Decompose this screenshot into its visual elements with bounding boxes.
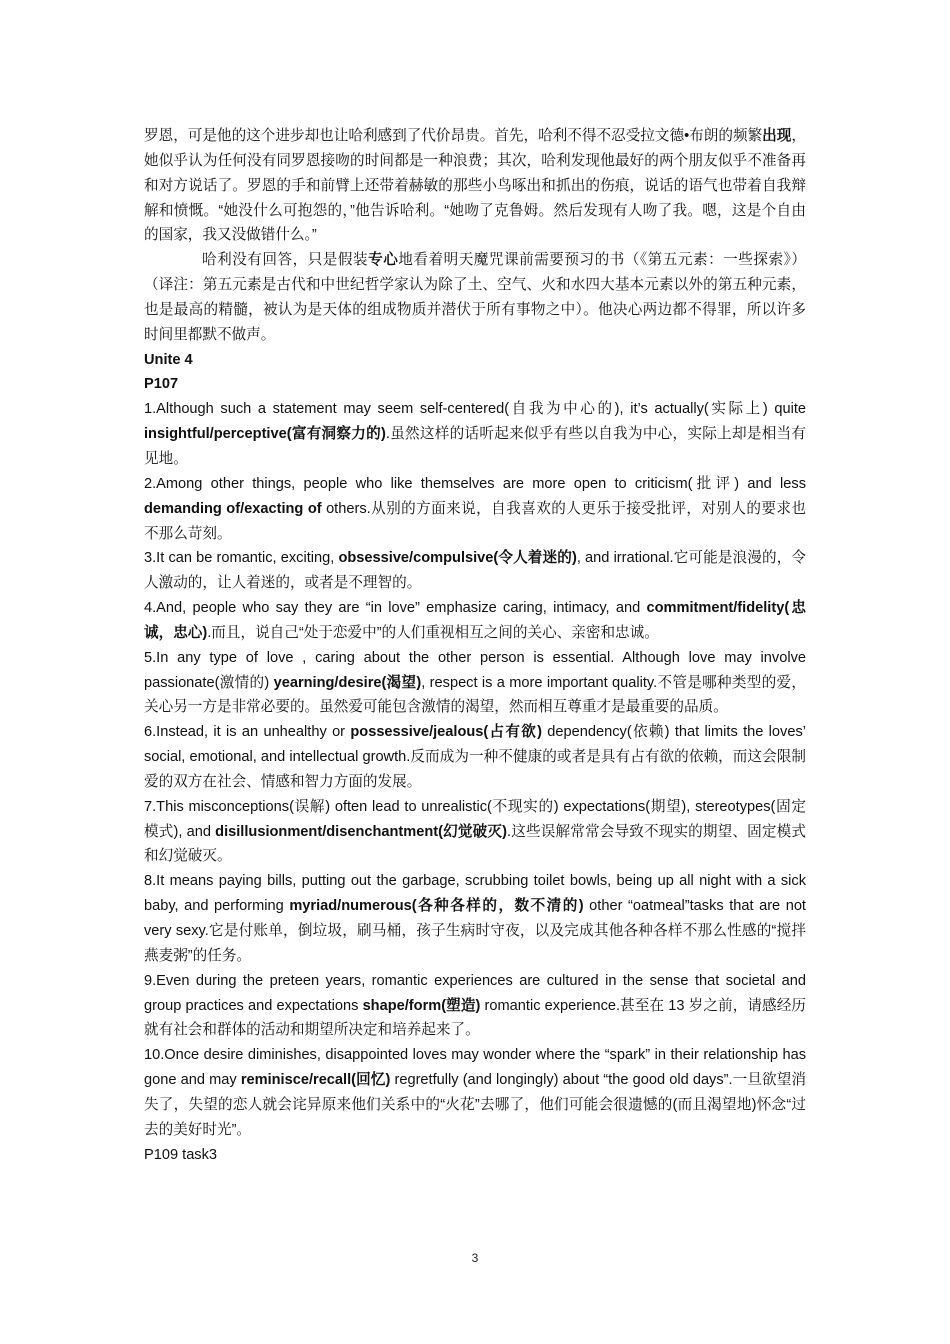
bold-term: obsessive/compulsive(令人着迷的) (338, 550, 577, 567)
page-number: 3 (471, 1251, 479, 1265)
text-run: 10.Once desire diminishes, disappointed loves may wonder where the “spark” in their relationship has gone and may (144, 1047, 806, 1089)
text-paragraph (144, 248, 806, 347)
text-paragraph (144, 795, 806, 870)
document-body (144, 124, 806, 1167)
text-run: dependency(依赖) that limits the loves’ social, emotional, and intellectual growth.反而成为一种不健康的或者是具有占有欲的依赖，而这会限制爱的双方在社会、情感和智力方面的发展。 (144, 724, 806, 790)
text-run: regretfully (and longingly) about “the good old days”.一旦欲望消失了，失望的恋人就会诧异原来他们关系中的“火花”去哪了，他们可能会很遗憾的(而且渴望地)怀念“过去的美好时光”。 (144, 1072, 806, 1138)
bold-term: possessive/jealous(占有欲) (350, 724, 542, 741)
text-run: 哈利没有回答，只是假装 (202, 252, 369, 269)
text-run: 2.Among other things, people who like themselves are more open to criticism(批评) and less (144, 475, 806, 492)
text-run: , and irrational.它可能是浪漫的，令人激动的，让人着迷的，或者是不理智的。 (144, 550, 806, 592)
text-run: 地看着明天魔咒课前需要预习的书（《第五元素：一些探索》）（译注：第五元素是古代和中世纪哲学家认为除了土、空气、火和水四大基本元素以外的第五种元素，也是最高的精髓，被认为是天体的组成物质并潜伏于所有事物之中）。他决心两边都不得罪，所以许多时间里都默不做声。 (144, 252, 806, 343)
text-paragraph (144, 472, 806, 547)
text-run: other “oatmeal”tasks that are not very sexy.它是付账单，倒垃圾，刷马桶，孩子生病时守夜，以及完成其他各种各样不那么性感的“搅拌燕麦粥”的任务。 (144, 898, 806, 964)
text-paragraph (144, 124, 806, 248)
text-run: 1.Although such a statement may seem self-centered(自我为中心的), it’s actually(实际上) quite (144, 401, 806, 418)
text-paragraph (144, 546, 806, 596)
bold-term: 专心 (368, 252, 399, 269)
text-run: .这些误解常常会导致不现实的期望、固定模式和幻觉破灭。 (144, 823, 807, 865)
bold-term: myriad/numerous(各种各样的，数不清的) (289, 898, 584, 915)
text-paragraph (144, 1043, 806, 1142)
text-run: romantic experience.甚至在 13 岁之前，请感经历就有社会和群体的活动和期望所决定和培养起来了。 (144, 997, 806, 1039)
text-paragraph (144, 720, 806, 795)
text-run: 4.And, people who say they are “in love” emphasize caring, intimacy, and (144, 600, 647, 617)
text-run: , respect is a more important quality.不管是哪种类型的爱，关心另一方是非常必要的。虽然爱可能包含激情的渴望，然而相互尊重才是最重要的品质。 (144, 674, 806, 716)
bold-term: reminisce/recall(回忆) (240, 1072, 391, 1089)
text-paragraph (144, 397, 806, 472)
text-run: 罗恩，可是他的这个进步却也让哈利感到了代价昂贵。首先，哈利不得不忍受拉文德•布朗的频繁 (144, 128, 763, 144)
bold-term: commitment/fidelity(忠诚，忠心) (144, 600, 806, 641)
text-paragraph (144, 869, 806, 968)
text-run: 7.This misconceptions(误解) often lead to unrealistic(不现实的) expectations(期望), stereotypes(固定模式), and (144, 798, 806, 840)
text-run: ，她似乎认为任何没有同罗恩接吻的时间都是一种浪费；其次，哈利发现他最好的两个朋友似乎不准备再和对方说话了。罗恩的手和前臂上还带着赫敏的那些小鸟啄出和抓出的伤痕，说话的语气也带着自我辩解和愤慨。“她没什么可抱怨的，”他告诉哈利。“她吻了克鲁姆。然后发现有人吻了我。嗯，这是个自由的国家，我又没做错什么。” (144, 128, 806, 244)
text-paragraph (144, 596, 806, 646)
text-run: P107 (144, 376, 179, 393)
text-paragraph (144, 969, 806, 1044)
bold-term: 出现 (762, 128, 792, 144)
bold-term: shape/form(塑造) (362, 997, 481, 1014)
bold-term: yearning/desire(渴望) (273, 674, 422, 691)
text-run: others.从别的方面来说，自我喜欢的人更乐于接受批评，对别人的要求也不那么苛刻。 (144, 500, 806, 542)
section-heading (144, 372, 806, 397)
text-run: .虽然这样的话听起来似乎有些以自我为中心，实际上却是相当有见地。 (144, 426, 807, 467)
text-run: 3.It can be romantic, exciting, (144, 550, 339, 567)
text-paragraph (144, 1143, 806, 1168)
bold-term: demanding of/exacting of (144, 500, 322, 517)
text-run: 9.Even during the preteen years, romantic experiences are cultured in the sense that societal and group practices and expectations (144, 972, 806, 1014)
bold-term: disillusionment/disenchantment(幻觉破灭) (215, 823, 508, 840)
section-heading (144, 348, 806, 373)
text-paragraph (144, 646, 806, 721)
text-run: 6.Instead, it is an unhealthy or (144, 724, 351, 741)
bold-term: insightful/perceptive(富有洞察力的) (144, 426, 386, 443)
text-run: P109 task3 (144, 1146, 218, 1163)
text-run: .而且，说自己“处于恋爱中”的人们重视相互之间的关心、亲密和忠诚。 (207, 624, 659, 641)
text-run: 8.It means paying bills, putting out the garbage, scrubbing toilet bowls, being up all night with a sick baby, and performing (144, 873, 806, 915)
text-run: 5.In any type of love , caring about the other person is essential. Although love may involve passionate(激情的) (144, 649, 806, 691)
text-run: Unite 4 (144, 351, 193, 368)
